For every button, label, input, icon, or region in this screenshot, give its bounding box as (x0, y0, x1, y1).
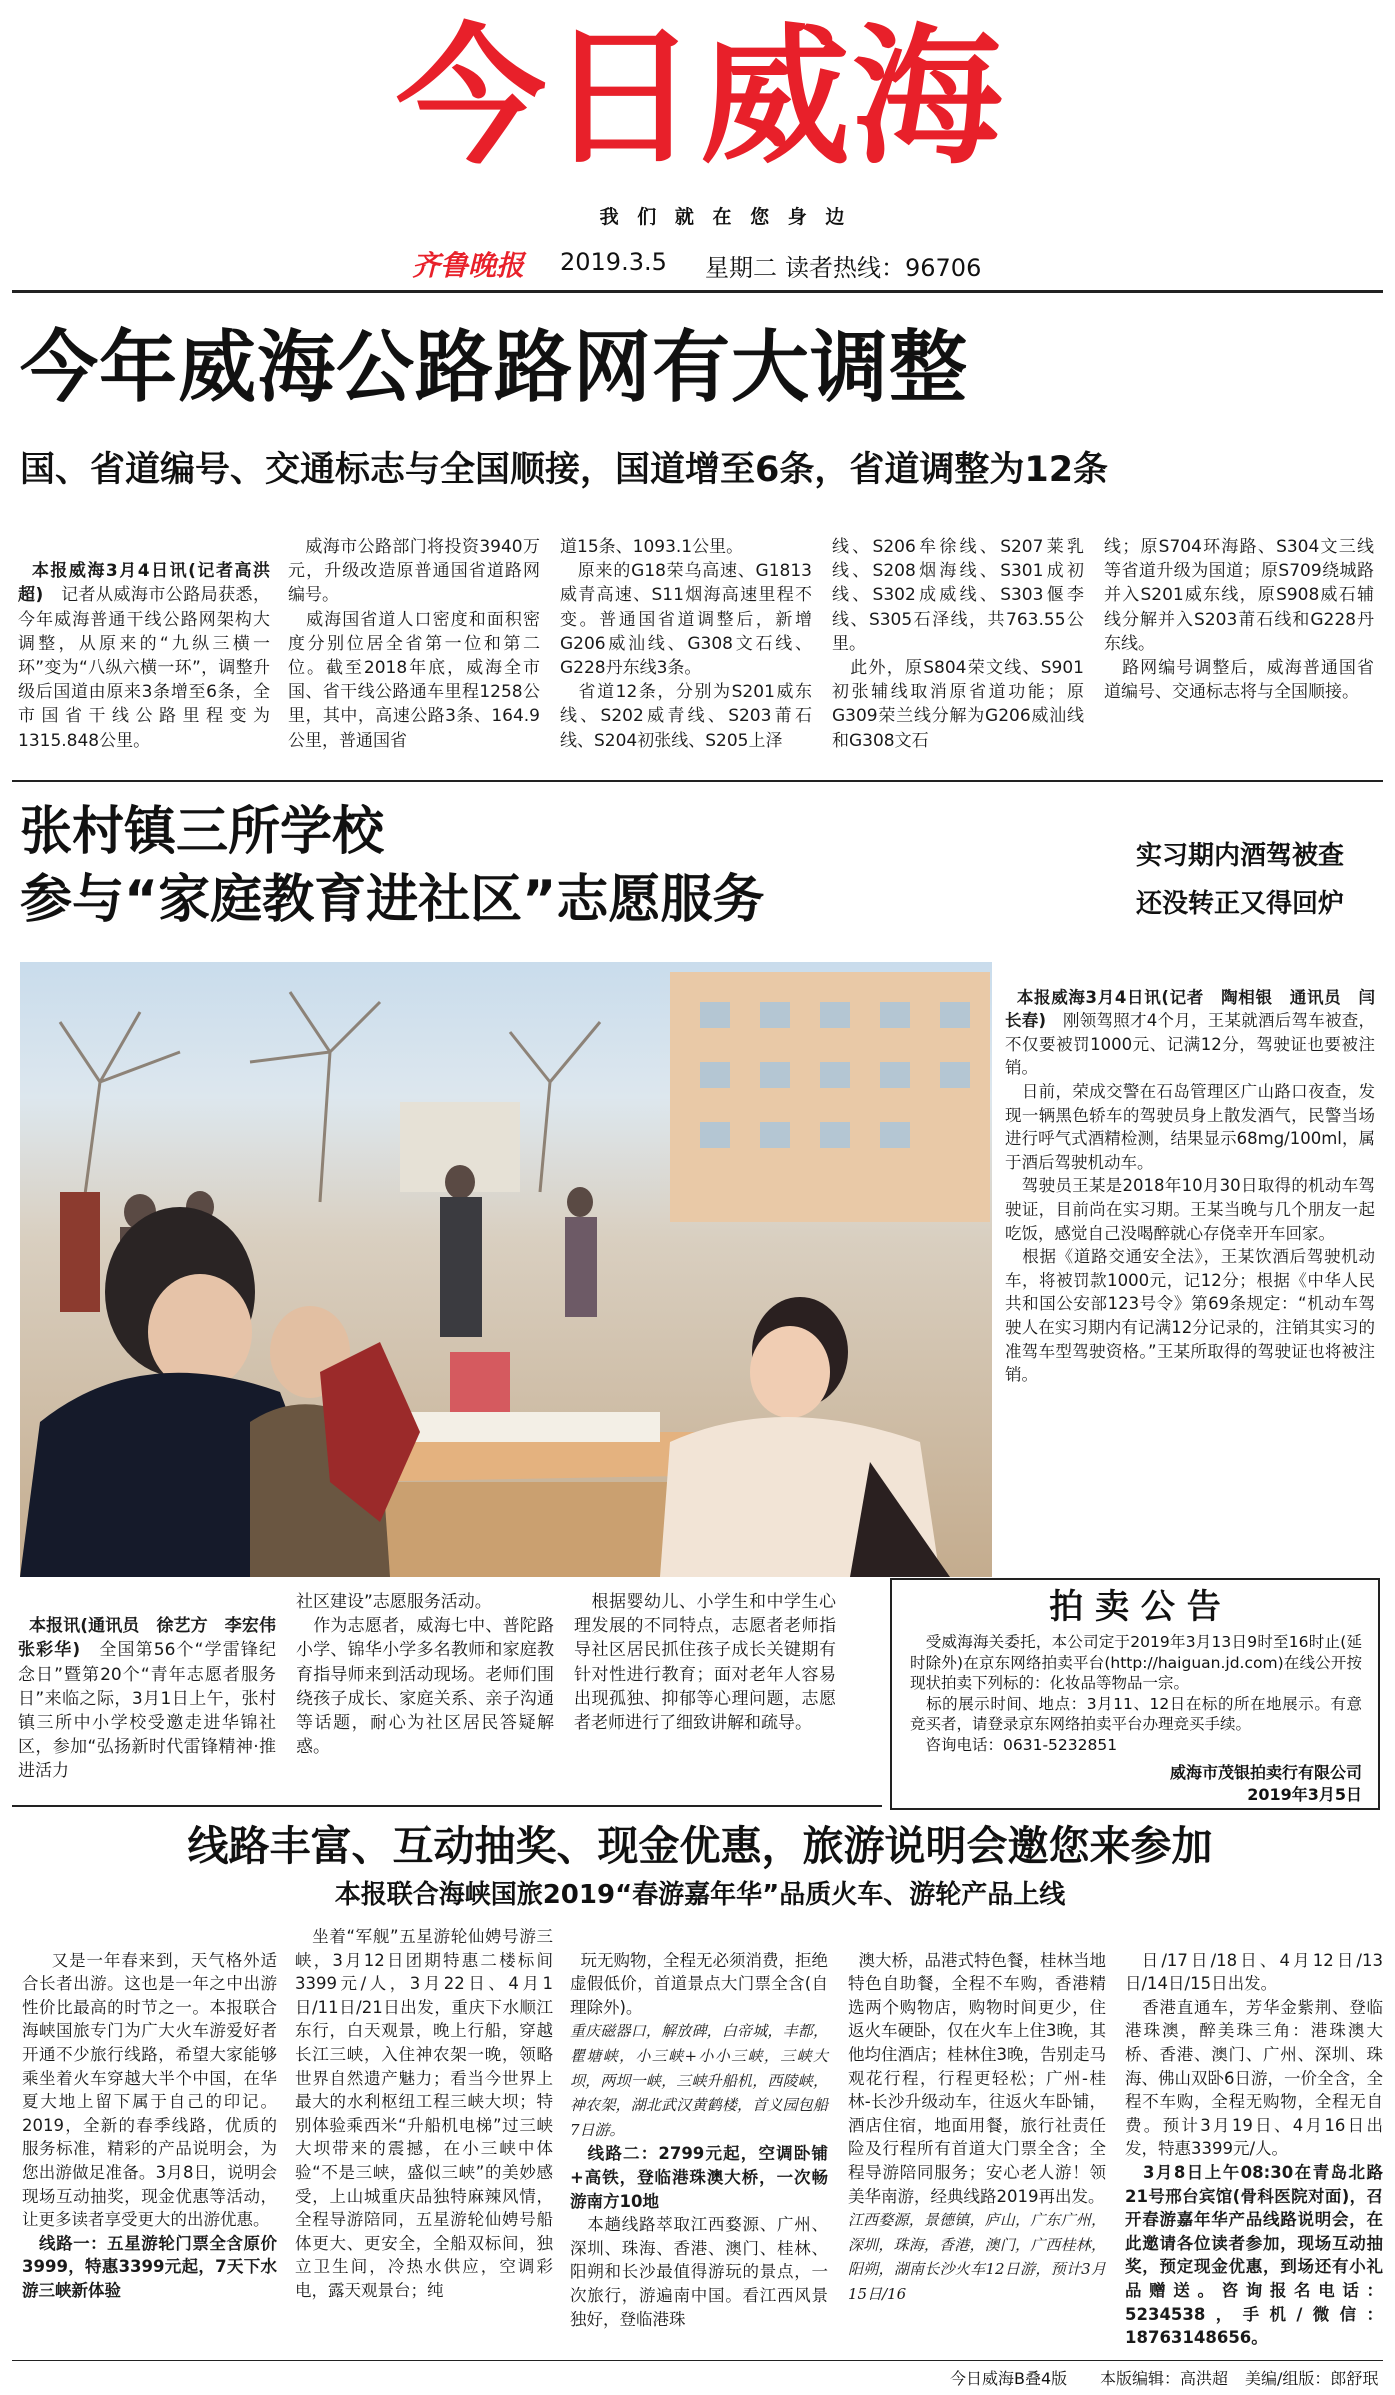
lead-column-2: 威海市公路部门将投资3940万元，升级改造原普通国省道路网编号。 威海国省道人口密度和面积密度分别位居全省第一位和第二位。截至2018年底，威海全市国、省干线公路通车里程1258公里，其中，高速公路3条、164.9公里，普通国省 (288, 537, 540, 751)
drunk-text: 刚领驾照才4个月，王某就酒后驾车被查，不仅要被罚1000元、记满12分，驾驶证也要被注销。 日前，荣成交警在石岛管理区广山路口夜查，发现一辆黑色轿车的驾驶员身上散发酒气，民警当场进行呼气式酒精检测，结果显示68mg/100ml，属于酒后驾驶机动车。 驾驶员王某是2018年10月30日取得的机动车驾驶证，目前尚在实习期。王某当晚与几个朋友一起吃饭，感觉自己没喝醉就心存侥幸开车回家。 根据《道路交通安全法》，王某饮酒后驾驶机动车，将被罚款1000元，记12分；根据《中华人民共和国公安部123号令》第69条规定：“机动车驾驶人在实习期内有记满12分记录的，注销其实习的准驾车型驾驶资格。”王某所取得的驾驶证也将被注销。 (1005, 1011, 1376, 1385)
travel-column-2: 坐着“军舰”五星游轮仙娉号游三峡，3月12日团期特惠二楼标间3399元/人，3月22日、4月1日/11日/21日出发，重庆下水顺江东行，白天观景，晚上行船，穿越长江三峡，入住神农架一晚，领略世界自然遗产魅力；看当今世界上最大的水利枢纽工程三峡大坝；特别体验乘西米“升船机电梯”过三峡大坝带来的震撼，在小三峡中体验“不是三峡，盛似三峡”的美妙感受，上山城重庆品独特麻辣风情，全程导游陪同，五星游轮仙娉号船体更大、更安全，全船双标间，独立卫生间，冷热水供应，空调彩电，露天观景台；纯 (295, 1927, 553, 2300)
travel-headline: 线路丰富、互动抽奖、现金优惠，旅游说明会邀您来参加 (187, 1822, 1213, 1870)
school-column-2: 社区建设”志愿服务活动。 作为志愿者，威海七中、普陀路小学、锦华小学多名教师和家庭教育指导师来到活动现场。老师们围绕孩子成长、家庭关系、亲子沟通等话题，耐心为社区居民答疑解惑。 (296, 1592, 554, 1758)
travel-route-2: 线路二：2799元起，空调卧铺+高铁，登临港珠澳大桥，一次畅游南方10地 (570, 2144, 828, 2211)
auction-box (890, 1578, 1380, 1810)
school-byline: 本报讯(通讯员 徐艺方 李宏伟 张彩华) (18, 1616, 293, 1661)
section-divider (12, 780, 1383, 782)
brand-logo: 齐鲁晚报 (412, 249, 525, 282)
auction-body: 受威海海关委托，本公司定于2019年3月13日9时至16时止(延时除外)在京东网络拍卖平台(http://haiguan.jd.com)在线公开按现状拍卖下列标的：化妆品等物品一宗。 标的展示时间、地点：3月11、12日在标的所在地展示。有意竞买者，请登录京东网络拍卖平台办理竞买手续。 咨询电话：0631-5232851 (910, 1633, 1362, 1754)
travel-col4-text: 澳大桥，品港式特色餐，桂林当地特色自助餐，全程不车购，香港精选两个购物店，购物时间更少，住返火车硬卧，仅在火车上住3晚，其他均住酒店；桂林住3晚，告别走马观花行程，行程更轻松；广州-桂林-长沙升级动车，往返火车卧铺，酒店住宿，地面用餐，旅行社责任险及行程所有首道大门票全含；全程导游陪同服务；安心老人游！领美华南游，经典线路2019再出发。 (848, 1950, 1106, 2206)
drunk-body (1005, 962, 1375, 1542)
lead-column-1 (18, 535, 270, 765)
lead-text: 记者从威海市公路局获悉，今年威海普通干线公路网架构大调整，从原来的“九纵三横一环”变为“八纵六横一环”，调整升级后国道由原来3条增至6条，全市国省干线公路里程变为1315.848公里。 (18, 585, 270, 751)
reader-hotline: 读者热线：96706 (785, 254, 982, 282)
school-text: 全国第56个“学雷锋纪念日”暨第20个“青年志愿者服务日”来临之际，3月1日上午，张村镇三所中小学校受邀走进华锦社区，参加“弘扬新时代雷锋精神·推进活力 (18, 1640, 276, 1782)
auction-company: 威海市茂银拍卖行有限公司 (1169, 1763, 1362, 1782)
travel-route-1: 线路一：五星游轮门票全含原价3999，特惠3399元起，7天下水游三峡新体验 (22, 2233, 277, 2300)
footer-design: 美编/组版：郎舒珉 (1245, 2369, 1379, 2388)
photo-scene (20, 962, 992, 1577)
drunk-headline-1: 实习期内酒驾被查 (1135, 841, 1344, 871)
travel-col5-text: 日/17日/18日、4月12日/13日/14日/15日出发。 香港直通车，芳华金紫荆、登临港珠澳，醉美珠三角：港珠澳大桥、香港、澳门、广州、深圳、珠海、佛山双卧6日游，一价全含，全程不车购，全程无购物，全程无自费。预计3月19日、4月16日出发，特惠3399元/人。 (1125, 1950, 1383, 2159)
school-headline-1: 张村镇三所学校 (20, 802, 385, 862)
lead-subhead: 国、省道编号、交通标志与全国顺接，国道增至6条，省道调整为12条 (20, 450, 1109, 490)
drunk-byline: 本报威海3月4日讯(记者 陶相银 通讯员 闫长春) (1005, 987, 1375, 1031)
school-column-1 (18, 1590, 293, 1782)
footer-divider (12, 2360, 1383, 2361)
travel-column-1 (22, 1925, 277, 2355)
travel-column-3 (570, 1925, 828, 2355)
lead-headline: 今年威海公路路网有大调整 (20, 323, 969, 413)
travel-col4-itinerary: 江西婺源，景德镇，庐山，广东广州，深圳，珠海，香港，澳门，广西桂林，阳朔，湖南长沙火车12日游，预计3月15日/16 (848, 2211, 1106, 2303)
travel-intro: 又是一年春来到，天气格外适合长者出游。这也是一年之中出游性价比最高的时节之一。本报联合海峡国旅专门为广大火车游爱好者开通不少旅行线路，希望大家能够乘坐着火车穿越大半个中国，在华夏大地上留下属于自己的印记。2019，全新的春季线路，优质的服务标准，精彩的产品说明会，为您出游做足准备。3月8日，说明会现场互动抽奖，现金优惠等活动，让更多读者享受更大的出游优惠。 (22, 1950, 277, 2230)
drunk-headline-2: 还没转正又得回炉 (1135, 889, 1344, 919)
masthead-divider (12, 290, 1383, 293)
school-column-3: 根据婴幼儿、小学生和中学生心理发展的不同特点，志愿者老师指导社区居民抓住孩子成长关键期有针对性进行教育；面对老年人容易出现孤独、抑郁等心理问题，志愿者老师进行了细致讲解和疏导。 (574, 1592, 836, 1734)
travel-briefing: 3月8日上午08:30在青岛北路21号邢台宾馆(骨科医院对面)，召开春游嘉年华产品线路说明会，在此邀请各位读者参加，现场互动抽奖，预定现金优惠，到场还有小礼品赠送。咨询报名电话：5234538，手机/微信：18763148656。 (1125, 2162, 1383, 2348)
travel-subhead: 本报联合海峡国旅2019“春游嘉年华”品质火车、游轮产品上线 (334, 1880, 1066, 1910)
lead-byline: 本报威海3月4日讯(记者高洪超) (18, 561, 270, 606)
lead-column-4: 线、S206牟徐线、S207莱乳线、S208烟海线、S301成初线、S302成威线、S303偃李线、S305石泽线，共763.55公里。 此外，原S804荣文线、S901初张辅线取消原省道功能；原G309荣兰线分解为G206威汕线和G308文石 (832, 537, 1084, 751)
lead-column-5: 线；原S704环海路、S304文三线等省道升级为国道；原S709绕城路并入S201威东线，原S908威石辅线分解并入S203莆石线和G228丹东线。 路网编号调整后，威海普通国省道编号、交通标志将与全国顺接。 (1104, 537, 1374, 703)
footer-page: 今日威海B叠4版 (950, 2369, 1068, 2388)
school-headline-2: 参与“家庭教育进社区”志愿服务 (20, 870, 765, 930)
footer-editor: 本版编辑：高洪超 (1100, 2369, 1229, 2388)
lead-column-3: 道15条、1093.1公里。 原来的G18荣乌高速、G1813威青高速、S11烟海高速里程不变。普通国省道调整后，新增G206威汕线、G308文石线、G228丹东线3条。 省道12条，分别为S201威东线、S202威青线、S203莆石线、S204初张线、S205上泽 (560, 537, 812, 751)
issue-weekday: 星期二 (705, 254, 777, 282)
issue-date: 2019.3.5 (560, 248, 667, 276)
masthead-title: 今日威海 (395, 11, 1004, 185)
travel-col3-text: 玩无购物，全程无必须消费，拒绝虚假低价，首道景点大门票全含(自理除外)。 (570, 1950, 828, 2017)
travel-divider (12, 1805, 882, 1807)
masthead-slogan: 我 们 就 在 您 身 边 (599, 206, 851, 228)
travel-column-4 (848, 1925, 1106, 2355)
auction-date: 2019年3月5日 (1247, 1785, 1362, 1804)
travel-column-5 (1125, 1925, 1383, 2355)
auction-title: 拍 卖 公 告 (1049, 1587, 1221, 1627)
volunteer-photo (20, 962, 992, 1577)
travel-col3-more: 本趟线路萃取江西婺源、广州、深圳、珠海、香港、澳门、桂林、阳朔和长沙最值得游玩的景点，一次旅行，游遍南中国。看江西风景独好，登临港珠 (570, 2215, 828, 2329)
travel-col3-itinerary: 重庆磁器口，解放碑，白帝城，丰都，瞿塘峡，小三峡+小小三峡，三峡大坝，两坝一峡，三峡升船机，西陵峡，神农架，湖北武汉黄鹤楼，首义园包船7日游。 (570, 2022, 828, 2139)
